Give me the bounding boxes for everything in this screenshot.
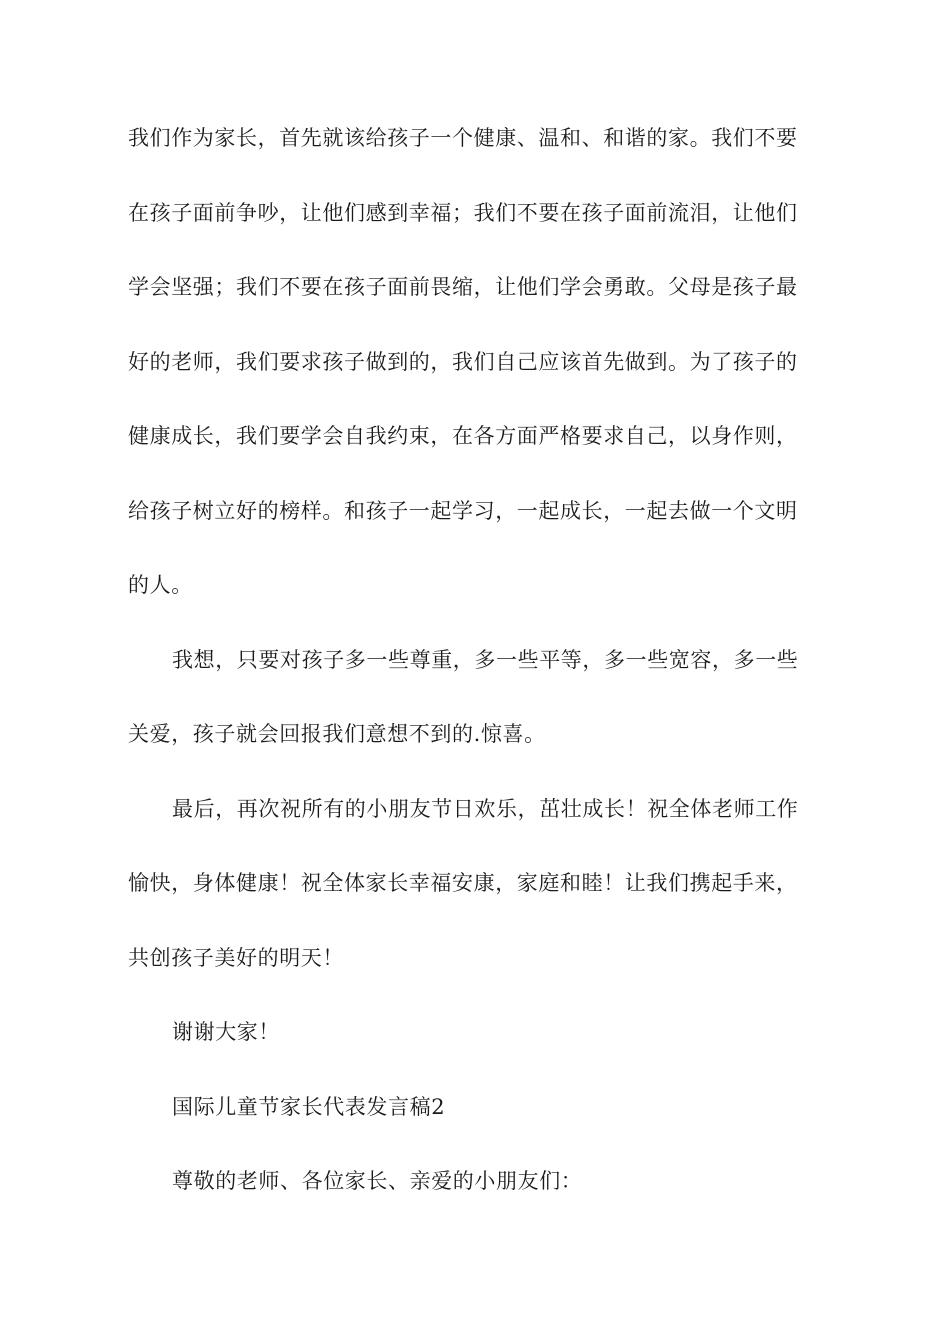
paragraph-line: 学会坚强；我们不要在孩子面前畏缩，让他们学会勇敢。父母是孩子最: [128, 275, 798, 299]
closing-line: 谢谢大家！: [172, 1020, 280, 1044]
paragraph-line: 最后，再次祝所有的小朋友节日欢乐，茁壮成长！祝全体老师工作: [172, 797, 799, 821]
section-title: 国际儿童节家长代表发言稿2: [172, 1095, 446, 1119]
paragraph-line: 愉快，身体健康！祝全体家长幸福安康，家庭和睦！让我们携起手来，: [128, 871, 798, 895]
paragraph-line: 的人。: [128, 573, 193, 597]
paragraph-line: 我们作为家长，首先就该给孩子一个健康、温和、和谐的家。我们不要: [128, 126, 798, 150]
paragraph-line: 在孩子面前争吵，让他们感到幸福；我们不要在孩子面前流泪，让他们: [128, 201, 798, 225]
paragraph-line: 给孩子树立好的榜样。和孩子一起学习，一起成长，一起去做一个文明: [128, 499, 798, 523]
paragraph-line: 我想，只要对孩子多一些尊重，多一些平等，多一些宽容，多一些: [172, 648, 799, 672]
paragraph-line: 健康成长，我们要学会自我约束，在各方面严格要求自己，以身作则，: [128, 424, 798, 448]
paragraph-line: 关爱，孩子就会回报我们意想不到的.惊喜。: [128, 722, 546, 746]
paragraph-line: 好的老师，我们要求孩子做到的，我们自己应该首先做到。为了孩子的: [128, 350, 798, 374]
salutation-line: 尊敬的老师、各位家长、亲爱的小朋友们：: [172, 1169, 583, 1193]
paragraph-line: 共创孩子美好的明天！: [128, 946, 344, 970]
